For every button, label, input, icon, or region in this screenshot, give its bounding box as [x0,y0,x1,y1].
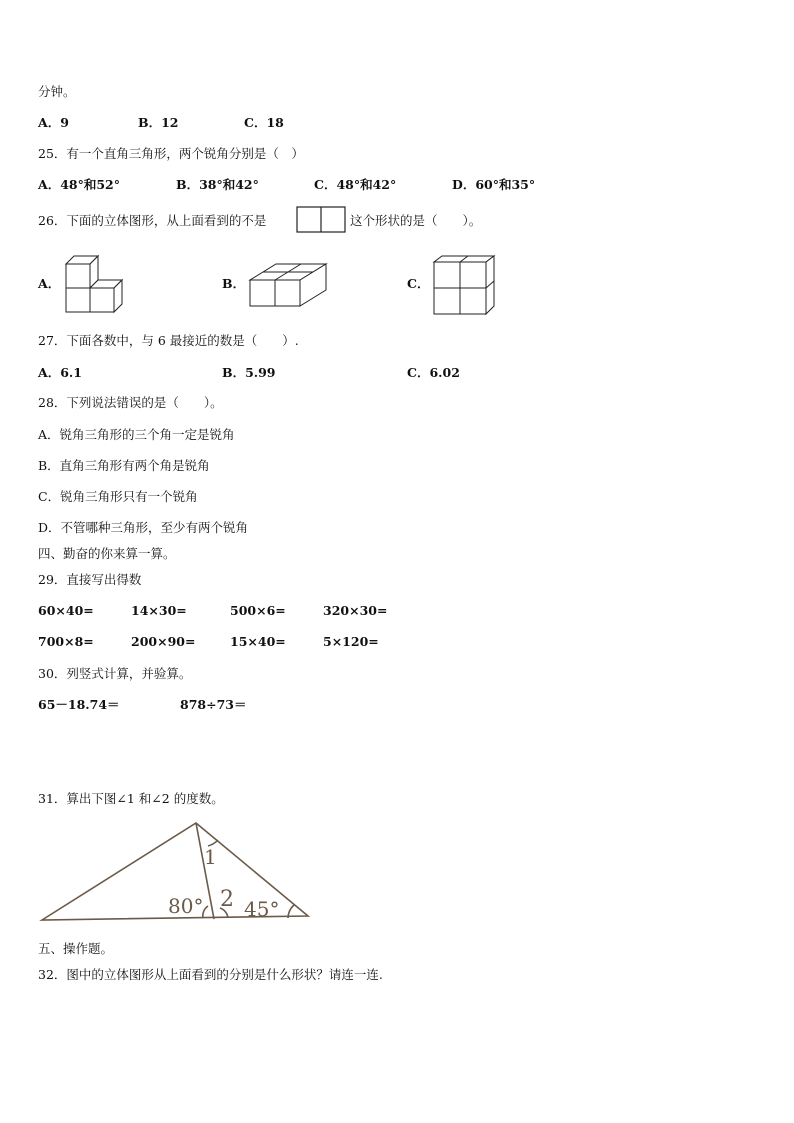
angle-80-label: 80° [168,894,204,918]
q29-item: 60×40= [38,603,94,618]
q27-option-c[interactable]: C．6.02 [407,365,460,380]
q28-stem: 28．下列说法错误的是（ ）。 [38,395,223,410]
q25-option-a[interactable]: A．48°和52° [38,177,120,192]
q28-option-a[interactable]: A．锐角三角形的三个角一定是锐角 [38,427,235,442]
section-5-title: 五、操作题。 [38,941,114,956]
q25-option-c[interactable]: C．48°和42° [314,177,397,192]
q27-stem: 27．下面各数中，与 6 最接近的数是（ ）. [38,333,299,348]
q24-option-b[interactable]: B．12 [138,115,179,130]
q29-item: 14×30= [131,603,187,618]
q29-item: 320×30= [323,603,388,618]
q28-option-b[interactable]: B．直角三角形有两个角是锐角 [38,458,210,473]
angle-1-label: 1 [204,845,217,869]
q31-stem: 31．算出下图∠1 和∠2 的度数。 [38,791,224,806]
q26-option-b-cubes-figure [248,260,330,308]
q29-stem: 29．直接写出得数 [38,572,142,587]
section-4-title: 四、勤奋的你来算一算。 [38,546,176,561]
two-square-shape-figure [296,206,348,234]
q26-option-c-cubes-figure [432,254,498,316]
q32-stem: 32．图中的立体图形从上面看到的分别是什么形状？请连一连. [38,967,383,982]
q26-option-b[interactable]: B． [222,276,246,291]
q26-option-c[interactable]: C． [407,276,430,291]
q27-option-b[interactable]: B．5.99 [222,365,276,380]
q24-stem-tail: 分钟。 [38,84,76,99]
q29-item: 15×40= [230,634,286,649]
q29-item: 700×8= [38,634,94,649]
q25-stem: 25．有一个直角三角形，两个锐角分别是（ ） [38,146,304,161]
q31-triangle-figure [38,816,314,926]
q28-option-d[interactable]: D．不管哪种三角形，至少有两个锐角 [38,520,249,535]
q25-option-d[interactable]: D．60°和35° [452,177,536,192]
q24-option-c[interactable]: C．18 [244,115,284,130]
q30-item: 65－18.74＝ [38,697,120,712]
q26-option-a-cubes-figure [64,254,128,314]
q27-option-a[interactable]: A．6.1 [38,365,82,380]
q26-stem-before: 26．下面的立体图形，从上面看到的不是 [38,213,267,228]
q30-item: 878÷73＝ [180,697,247,712]
q29-item: 200×90= [131,634,196,649]
q24-option-a[interactable]: A．9 [38,115,69,130]
q26-stem-after: 这个形状的是（ ）。 [350,213,482,228]
angle-45-label: 45° [244,897,280,921]
q30-stem: 30．列竖式计算，并验算。 [38,666,192,681]
q28-option-c[interactable]: C．锐角三角形只有一个锐角 [38,489,198,504]
q29-item: 5×120= [323,634,379,649]
q25-option-b[interactable]: B．38°和42° [176,177,259,192]
q29-item: 500×6= [230,603,286,618]
angle-2-label: 2 [220,887,234,912]
q26-option-a[interactable]: A． [38,276,61,291]
